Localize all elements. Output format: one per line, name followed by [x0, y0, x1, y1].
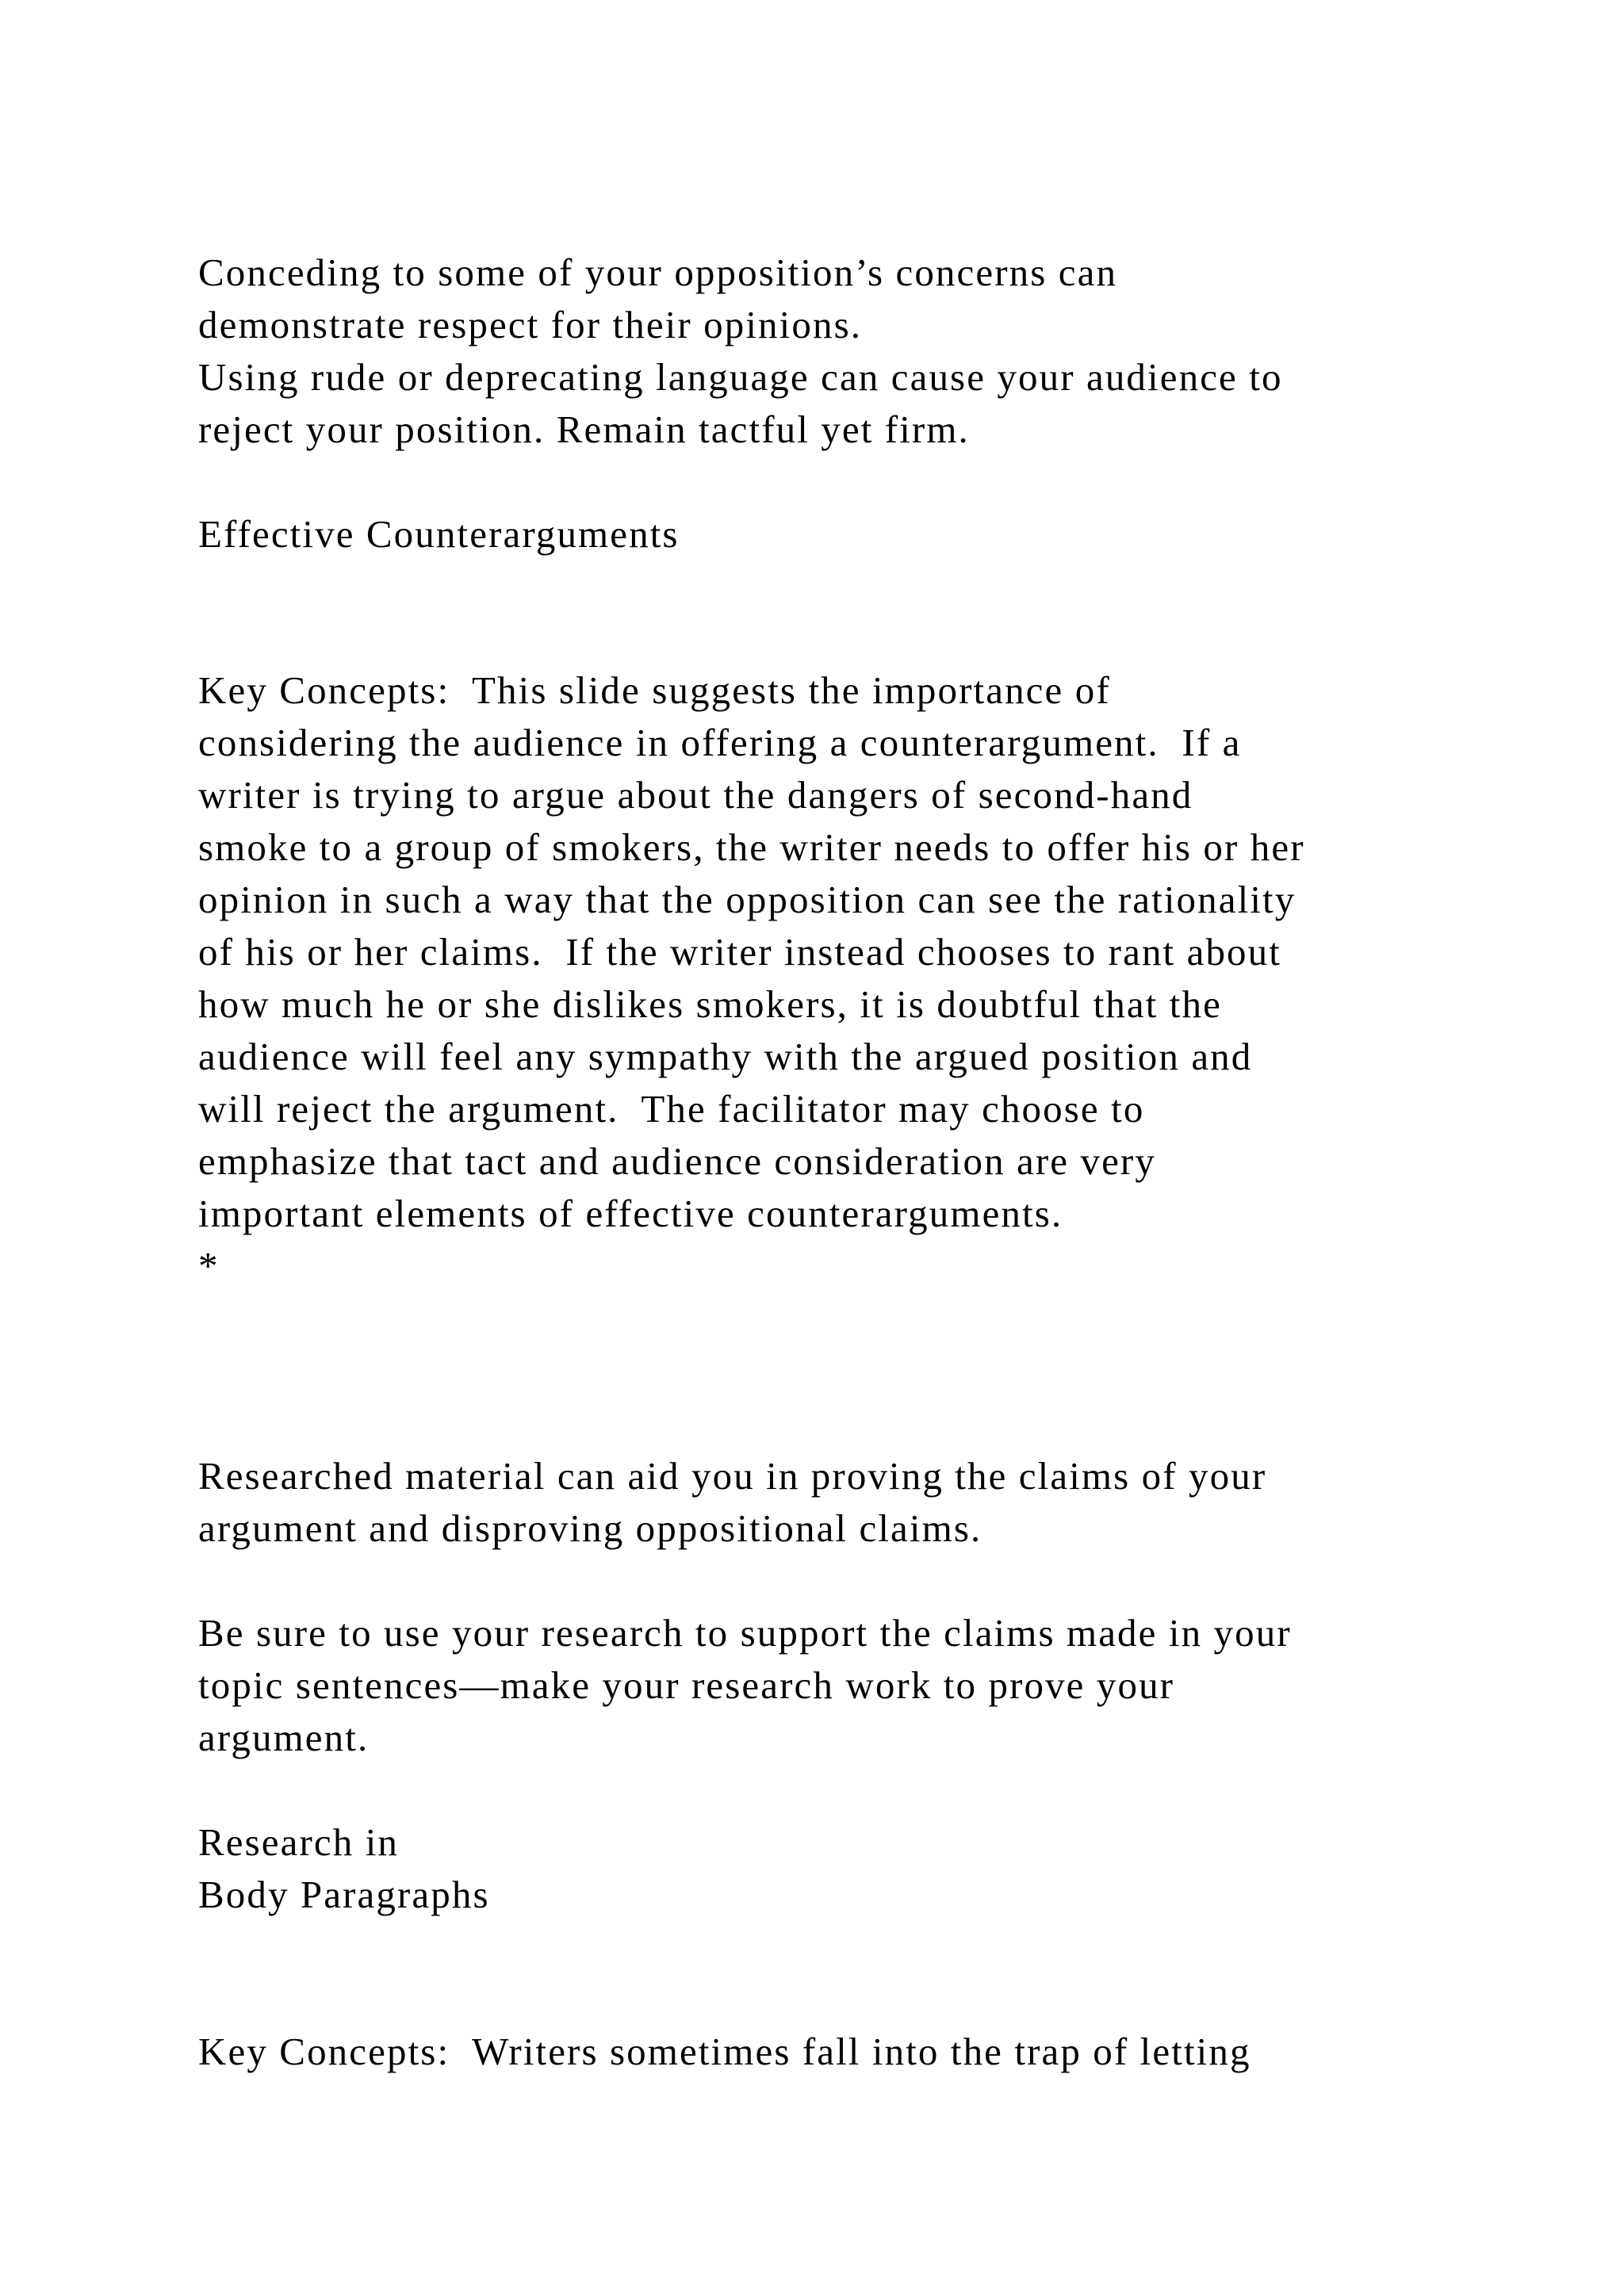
effective-counterarguments-heading: Effective Counterarguments — [198, 512, 680, 556]
use-research-paragraph: Be sure to use your research to support the claims made in your topic sentences—make your research work to prove your argument. — [198, 1611, 1292, 1759]
research-in-body-paragraphs-heading: Research in Body Paragraphs — [198, 1820, 490, 1916]
key-concepts-research-paragraph: Key Concepts: Writers sometimes fall into the trap of letting — [198, 2030, 1251, 2073]
researched-material-paragraph: Researched material can aid you in proving the claims of your argument and disproving oppositional claims. — [198, 1454, 1267, 1550]
opposition-concerns-paragraph: Conceding to some of your opposition’s concerns can demonstrate respect for their opinions. Using rude or deprecating language can cause your audience to reject your position. Remain tactful yet firm. — [198, 251, 1283, 451]
key-concepts-counterarguments-paragraph: Key Concepts: This slide suggests the importance of considering the audience in offering a counterargument. If a writer is trying to argue about the dangers of second-hand smoke to a group of smokers, the writer needs to offer his or her opinion in such a way that the opposition can see the rationality of his or her claims. If the writer instead chooses to rant about how much he or she dislikes smokers, it is doubtful that the audience will feel any sympathy with the argued position and will reject the argument. The facilitator may choose to emphasize that tact and audience consideration are very important elements of effective counterarguments. * — [198, 668, 1305, 1288]
